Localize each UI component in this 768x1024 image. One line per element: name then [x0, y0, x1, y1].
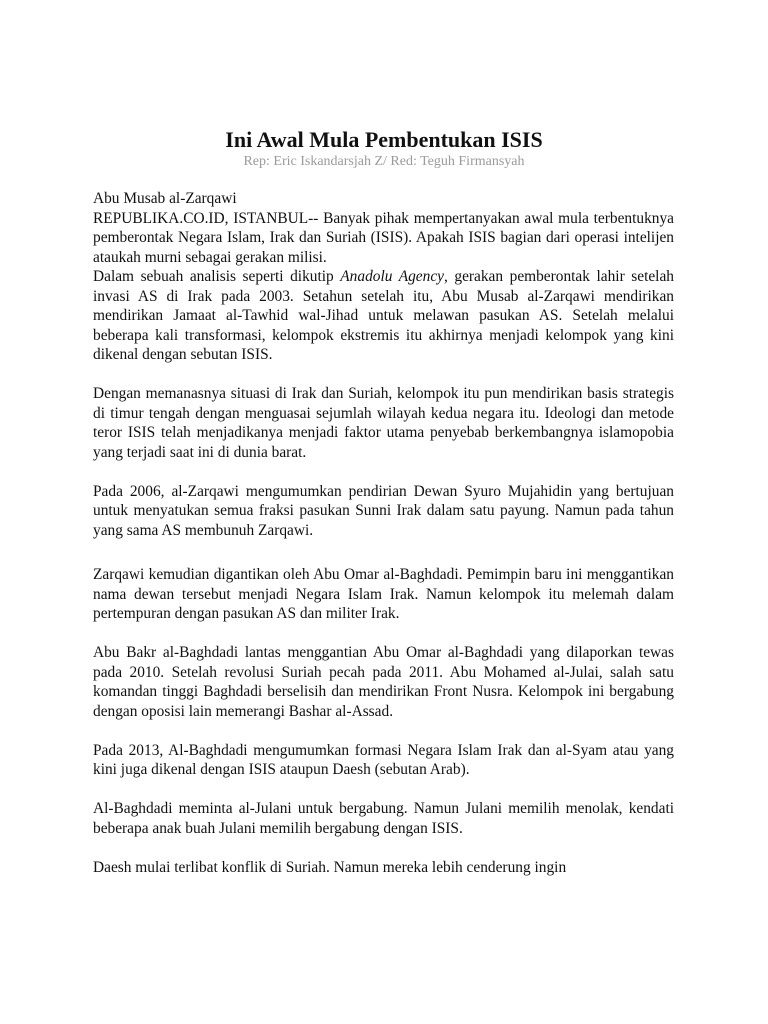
- paragraph-8: Al-Baghdadi meminta al-Julani untuk bergabung. Namun Julani memilih menolak, kendati beberapa anak buah Julani memilih bergabung dengan ISIS.: [93, 800, 674, 837]
- article-title: Ini Awal Mula Pembentukan ISIS: [225, 127, 543, 152]
- image-caption: Abu Musab al-Zarqawi: [93, 190, 237, 207]
- paragraph-7: Pada 2013, Al-Baghdadi mengumumkan formasi Negara Islam Irak dan al-Syam atau yang kini juga dikenal dengan ISIS ataupun Daesh (sebutan Arab).: [93, 741, 674, 778]
- article-body: [93, 189, 674, 877]
- paragraph-2: [93, 267, 674, 365]
- paragraph-2-text-a: Dalam sebuah analisis seperti dikutip: [93, 268, 341, 285]
- paragraph-5: Zarqawi kemudian digantikan oleh Abu Omar al-Baghdadi. Pemimpin baru ini menggantikan nama dewan tersebut menjadi Negara Islam Irak. Namun kelompok itu melemah dalam pertempuran dengan pasukan AS dan militer Irak.: [93, 566, 674, 622]
- article-byline: Rep: Eric Iskandarsjah Z/ Red: Teguh Firmansyah: [243, 154, 525, 169]
- paragraph-9: Daesh mulai terlibat konflik di Suriah. Namun mereka lebih cenderung ingin: [93, 858, 567, 876]
- paragraph-3: Dengan memanasnya situasi di Irak dan Suriah, kelompok itu pun mendirikan basis strategis di timur tengah dengan menguasai sejumlah wilayah kedua negara itu. Ideologi dan metode teror ISIS telah menjadikanya menjadi faktor utama penyebab berkembangnya islamopobia yang terjadi saat ini di dunia barat.: [93, 385, 674, 461]
- paragraph-1: REPUBLIKA.CO.ID, ISTANBUL-- Banyak pihak mempertanyakan awal mula terbentuknya pemberontak Negara Islam, Irak dan Suriah (ISIS). Apakah ISIS bagian dari operasi intelijen ataukah murni sebagai gerakan milisi.: [93, 209, 674, 266]
- source-name: Anadolu Agency: [340, 268, 444, 285]
- paragraph-2-text-b: , gerakan pemberontak lahir setelah invasi AS di Irak pada 2003. Setahun setelah itu, Abu Musab al-Zarqawi mendirikan mendirikan Jamaat al-Tawhid wal-Jihad untuk melawan pasukan AS. Setelah melalui beberapa kali transformasi, kelompok ekstremis itu akhirnya menjadi kelompok yang kini dikenal dengan sebutan ISIS.: [93, 268, 674, 363]
- paragraph-4: Pada 2006, al-Zarqawi mengumumkan pendirian Dewan Syuro Mujahidin yang bertujuan untuk menyatukan semua fraksi pasukan Sunni Irak dalam satu payung. Namun pada tahun yang sama AS membunuh Zarqawi.: [93, 482, 674, 539]
- paragraph-6: Abu Bakr al-Baghdadi lantas menggantian Abu Omar al-Baghdadi yang dilaporkan tewas pada 2010. Setelah revolusi Suriah pecah pada 2011. Abu Mohamed al-Julai, salah satu komandan tinggi Baghdadi berselisih dan mendirikan Front Nusra. Kelompok ini bergabung dengan oposisi lain memerangi Bashar al-Assad.: [93, 644, 674, 720]
